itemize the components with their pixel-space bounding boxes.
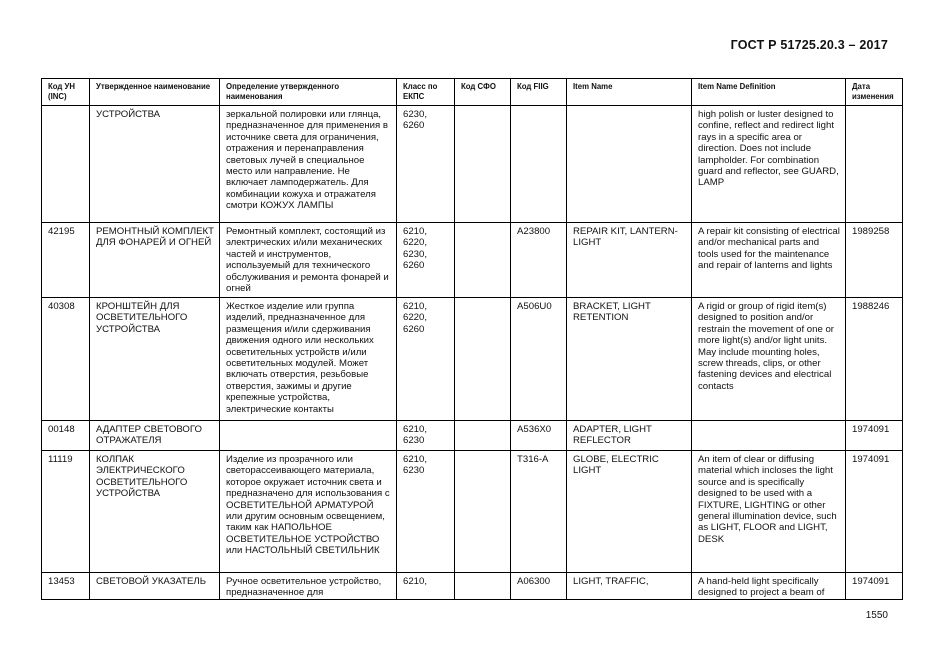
col-header-item-definition: Item Name Definition [692,79,846,106]
cell-fsc: 6210, 6220, 6260 [397,298,455,421]
cell-sfo [455,223,511,298]
col-header-approved-name: Утвержденное наименование [90,79,220,106]
cell-date: 1974091 [846,421,903,451]
cell-item-definition: A repair kit consisting of electrical and/or mechanical parts and tools used for the maintenance and repair of lanterns and lights [692,223,846,298]
cell-definition: Ручное осветительное устройство, предназначенное для [220,573,397,600]
cell-name: АДАПТЕР СВЕТОВОГО ОТРАЖАТЕЛЯ [90,421,220,451]
cell-sfo [455,421,511,451]
cell-item-definition: high polish or luster designed to confine, reflect and redirect light rays in a specific area or direction. Does not include lampholder. For combination guard and reflector, see GUARD, LAMP [692,106,846,223]
cell-item-name [567,106,692,223]
table-row [42,421,903,451]
cell-fiig: A536X0 [511,421,567,451]
cell-fiig: A23800 [511,223,567,298]
cell-item-name: BRACKET, LIGHT RETENTION [567,298,692,421]
cell-fsc: 6210, [397,573,455,600]
cell-fsc: 6210, 6230 [397,451,455,573]
cell-name: КОЛПАК ЭЛЕКТРИЧЕСКОГО ОСВЕТИТЕЛЬНОГО УСТРОЙСТВА [90,451,220,573]
table-row [42,298,903,421]
cell-inc [42,106,90,223]
cell-fiig [511,106,567,223]
table-row [42,451,903,573]
cell-inc: 42195 [42,223,90,298]
cell-inc: 40308 [42,298,90,421]
cell-definition: зеркальной полировки или глянца, предназначенное для применения в источнике света для ограничения, отражения и перенаправления световых лучей в специальное место или направление. Не включает ламподержатель. Для комбинации кожуха и отражателя смотри КОЖУХ ЛАМПЫ [220,106,397,223]
cell-definition [220,421,397,451]
cell-item-definition: A rigid or group of rigid item(s) designed to position and/or restrain the movement of one or more light(s) and/or light units. May include mounting holes, screw threads, clips, or other fastening devices and electrical contacts [692,298,846,421]
cell-date: 1988246 [846,298,903,421]
cell-fiig: A506U0 [511,298,567,421]
cell-inc: 11119 [42,451,90,573]
cell-item-definition [692,421,846,451]
cell-definition: Изделие из прозрачного или светорассеивающего материала, которое окружает источник света и предназначено для использования с ОСВЕТИТЕЛЬНОЙ АРМАТУРОЙ или другим основным освещением, таким как НАПОЛЬНОЕ ОСВЕТИТЕЛЬНОЕ УСТРОЙСТВО или НАСТОЛЬНЫЙ СВЕТИЛЬНИК [220,451,397,573]
cell-item-name: ADAPTER, LIGHT REFLECTOR [567,421,692,451]
cell-sfo [455,298,511,421]
cell-sfo [455,573,511,600]
cell-date: 1974091 [846,573,903,600]
col-header-fsc: Класс по ЕКПС [397,79,455,106]
table-header-row [42,79,903,106]
classification-table [41,78,903,600]
cell-inc: 00148 [42,421,90,451]
col-header-inc: Код УН (INC) [42,79,90,106]
col-header-date: Дата изменения [846,79,903,106]
cell-fiig: A06300 [511,573,567,600]
cell-name: СВЕТОВОЙ УКАЗАТЕЛЬ [90,573,220,600]
cell-item-name: REPAIR KIT, LANTERN-LIGHT [567,223,692,298]
cell-date: 1974091 [846,451,903,573]
cell-sfo [455,451,511,573]
cell-date: 1989258 [846,223,903,298]
cell-item-definition: A hand-held light specifically designed to project a beam of [692,573,846,600]
table-row [42,573,903,600]
table-row [42,223,903,298]
cell-sfo [455,106,511,223]
cell-fsc: 6230, 6260 [397,106,455,223]
cell-item-name: GLOBE, ELECTRIC LIGHT [567,451,692,573]
cell-fsc: 6210, 6220, 6230, 6260 [397,223,455,298]
standard-header: ГОСТ Р 51725.20.3 – 2017 [730,38,888,52]
cell-inc: 13453 [42,573,90,600]
cell-date [846,106,903,223]
cell-fiig: T316-A [511,451,567,573]
col-header-item-name: Item Name [567,79,692,106]
cell-item-name: LIGHT, TRAFFIC, [567,573,692,600]
cell-definition: Ремонтный комплект, состоящий из электрических и/или механических частей и инструментов, используемый для технического обслуживания и ремонта фонарей и огней [220,223,397,298]
cell-definition: Жесткое изделие или группа изделий, предназначенное для размещения и/или сдерживания движения одного или нескольких осветительных устройств и/или осветительных модулей. Может включать отверстия, резьбовые отверстия, зажимы и другие крепежные устройства, электрические контакты [220,298,397,421]
col-header-sfo: Код СФО [455,79,511,106]
cell-item-definition: An item of clear or diffusing material which incloses the light source and is specifically designed to be used with a FIXTURE, LIGHTING or other general illumination device, such as LIGHT, FLOOR and LIGHT, DESK [692,451,846,573]
cell-name: РЕМОНТНЫЙ КОМПЛЕКТ ДЛЯ ФОНАРЕЙ И ОГНЕЙ [90,223,220,298]
cell-name: КРОНШТЕЙН ДЛЯ ОСВЕТИТЕЛЬНОГО УСТРОЙСТВА [90,298,220,421]
col-header-definition: Определение утвержденного наименования [220,79,397,106]
page-number: 1550 [865,610,888,621]
cell-name: УСТРОЙСТВА [90,106,220,223]
cell-fsc: 6210, 6230 [397,421,455,451]
table-row [42,106,903,223]
col-header-fiig: Код FIIG [511,79,567,106]
